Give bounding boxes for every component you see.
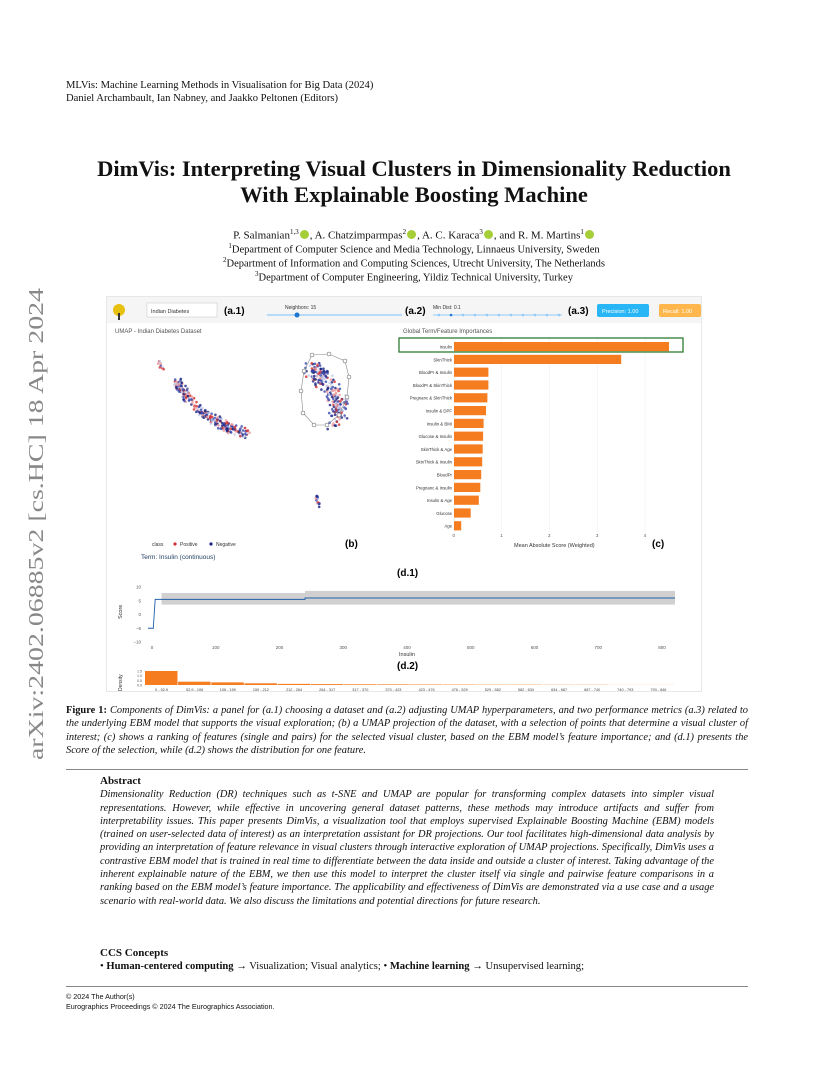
mindist-slider-step[interactable]: [558, 314, 561, 317]
umap-point: [326, 391, 329, 394]
umap-point: [323, 390, 326, 393]
umap-point: [230, 431, 233, 434]
fi-bar[interactable]: [454, 444, 483, 453]
footer-divider: [66, 986, 748, 987]
umap-point: [305, 375, 308, 378]
fi-bar[interactable]: [454, 496, 479, 505]
fi-category-label: Insulin & DPF: [425, 408, 452, 414]
author-3: , A. C. Karaca: [417, 229, 480, 242]
umap-point: [320, 379, 323, 382]
density-bin-label: 423 - 476: [418, 688, 435, 692]
umap-point: [216, 416, 219, 419]
aff-text: Department of Computer Science and Media Technology, Linnaeus University, Sweden: [231, 244, 600, 256]
umap-point: [226, 424, 229, 427]
mindist-slider-step[interactable]: [510, 314, 513, 317]
copyright-line: © 2024 The Author(s): [66, 992, 135, 1001]
umap-point: [213, 419, 216, 422]
score-ytick: 10: [135, 584, 141, 590]
orcid-icon[interactable]: [300, 230, 309, 239]
umap-point: [234, 426, 237, 429]
density-ytick: 1.5: [137, 669, 142, 674]
umap-point: [245, 430, 248, 433]
fi-bar[interactable]: [454, 508, 471, 517]
score-xtick: 400: [403, 645, 411, 650]
umap-point: [240, 425, 243, 428]
umap-point: [244, 427, 247, 430]
umap-point: [324, 375, 327, 378]
author-3-sup: 3: [479, 228, 483, 236]
density-bar[interactable]: [178, 682, 211, 685]
ccs-concepts: • Human-centered computing → Visualization; Visual analytics; • Machine learning → Unsupervised learning;: [100, 961, 585, 972]
umap-point: [190, 398, 193, 401]
fi-bar[interactable]: [454, 457, 482, 466]
umap-point: [185, 397, 188, 400]
density-bar[interactable]: [311, 684, 344, 685]
density-bar[interactable]: [211, 682, 244, 685]
fi-bar[interactable]: [454, 380, 488, 389]
umap-point: [338, 423, 341, 426]
ccs-concept-2: Machine learning: [389, 961, 470, 972]
label-c: (c): [652, 539, 665, 550]
umap-point: [202, 414, 205, 417]
fi-bar[interactable]: [454, 419, 484, 428]
umap-point: [316, 364, 319, 367]
umap-point: [331, 401, 334, 404]
umap-point: [225, 419, 228, 422]
umap-point: [207, 412, 210, 415]
mindist-slider-step[interactable]: [486, 314, 489, 317]
umap-point: [328, 399, 331, 402]
umap-point: [315, 386, 318, 389]
umap-point: [330, 393, 333, 396]
umap-point: [326, 428, 329, 431]
umap-point: [248, 431, 251, 434]
umap-point: [175, 386, 178, 389]
recall-text: Recall: 1.00: [663, 309, 693, 315]
ccs-heading: CCS Concepts: [100, 947, 169, 959]
legend-negative: Negative: [216, 542, 236, 548]
fi-xtick: 4: [643, 533, 647, 538]
density-ylabel: Density: [118, 674, 124, 691]
score-ytick: −5: [135, 625, 141, 631]
fi-category-label: BloodPr & SkinThick: [412, 382, 452, 388]
umap-point: [180, 378, 183, 381]
mindist-label: Min Dist: 0.1: [433, 305, 461, 311]
umap-point: [174, 378, 177, 381]
umap-point: [338, 418, 341, 421]
fi-xtick: 3: [595, 533, 599, 538]
legend-class: class: [152, 542, 164, 548]
score-xtick: 800: [658, 645, 666, 650]
umap-point: [178, 383, 181, 386]
density-bin-label: 582 - 634: [517, 688, 534, 692]
density-bin-label: 159 - 212: [252, 688, 269, 692]
fi-xlabel: Mean Absolute Score (Weighted): [514, 543, 595, 549]
precision-text: Precision: 1.00: [602, 309, 639, 315]
umap-point: [193, 397, 196, 400]
umap-point: [337, 406, 340, 409]
fi-category-label: SkinThick & Age: [420, 446, 452, 452]
umap-point: [216, 419, 219, 422]
umap-point: [323, 378, 326, 381]
fi-bar[interactable]: [454, 483, 480, 492]
umap-point: [332, 410, 335, 413]
umap-point: [211, 416, 214, 419]
umap-point: [233, 433, 236, 436]
aff-sup: 3: [255, 270, 259, 278]
density-bin-label: 0 - 52.9: [155, 688, 169, 692]
umap-point: [214, 414, 217, 417]
umap-point: [326, 385, 329, 388]
umap-point: [330, 415, 333, 418]
aff-text: Department of Computer Engineering, Yildiz Technical University, Turkey: [258, 272, 573, 284]
arxiv-identifier: [12, 286, 52, 762]
umap-point: [313, 375, 316, 378]
density-bin-label: 793 - 846: [650, 688, 667, 692]
neighbors-slider-handle[interactable]: [295, 313, 300, 318]
editors-line: Daniel Archambault, Ian Nabney, and Jaakko Peltonen (Editors): [66, 93, 339, 104]
abstract-section: [100, 775, 714, 908]
umap-point: [312, 370, 315, 373]
label-b: (b): [345, 539, 358, 550]
fi-category-label: BloodPr & Insulin: [419, 370, 452, 376]
umap-point: [336, 421, 339, 424]
umap-point: [332, 379, 335, 382]
umap-point: [334, 404, 337, 407]
arxiv-id-text: arXiv:2402.06885v2 [cs.HC] 18 Apr 2024: [24, 395, 48, 760]
orcid-icon[interactable]: [484, 230, 493, 239]
umap-point: [338, 383, 341, 386]
author-4: , and R. M. Martins: [493, 229, 581, 242]
umap-point: [217, 427, 220, 430]
umap-point: [210, 412, 213, 415]
umap-point: [317, 381, 320, 384]
umap-point: [315, 368, 318, 371]
fi-category-label: Pregnanc & SkinThick: [409, 395, 452, 401]
umap-point: [222, 422, 225, 425]
umap-point: [319, 374, 322, 377]
score-xtick: 200: [275, 645, 284, 650]
umap-point: [332, 397, 335, 400]
figure-caption: [66, 704, 748, 757]
mindist-slider-step[interactable]: [534, 314, 537, 317]
fi-category-label: Insulin & Age: [426, 498, 452, 504]
author-1: P. Salmanian: [233, 229, 290, 242]
abstract-heading: Abstract: [100, 775, 141, 787]
umap-point: [318, 506, 321, 509]
umap-point: [184, 391, 187, 394]
umap-point: [196, 410, 199, 413]
score-ytick: 5: [138, 598, 141, 604]
fi-xtick: 0: [452, 533, 456, 538]
proceedings-line: Eurographics Proceedings © 2024 The Eurographics Association.: [66, 1002, 275, 1011]
umap-point: [242, 429, 245, 432]
umap-point: [188, 392, 191, 395]
paper-title: [60, 156, 768, 208]
umap-point: [308, 374, 311, 377]
fi-bar[interactable]: [454, 470, 481, 479]
legend-positive-marker: [173, 542, 176, 545]
fi-bar[interactable]: [454, 521, 461, 530]
umap-point: [321, 383, 324, 386]
fi-category-label: SkinThick & Insulin: [415, 459, 452, 465]
umap-point: [338, 394, 341, 397]
density-bin-label: 264 - 317: [319, 688, 336, 692]
score-xtick: 500: [466, 645, 475, 650]
umap-point: [309, 365, 312, 368]
fi-bar[interactable]: [454, 393, 487, 402]
umap-point: [320, 368, 323, 371]
mindist-slider-step[interactable]: [546, 314, 549, 317]
umap-point: [318, 503, 321, 506]
umap-point: [239, 427, 242, 430]
umap-point: [305, 362, 308, 365]
fi-category-label: Age: [444, 523, 452, 529]
umap-point: [332, 422, 335, 425]
umap-point: [322, 367, 325, 370]
author-4-sup: 1: [580, 228, 584, 236]
umap-point: [315, 495, 318, 498]
author-2-sup: 2: [402, 228, 407, 236]
umap-point: [184, 385, 187, 388]
title-line-2: With Explainable Boosting Machine: [240, 182, 588, 207]
umap-point: [188, 399, 191, 402]
umap-point: [195, 401, 198, 404]
ccs-section: [100, 946, 714, 974]
umap-point: [220, 418, 223, 421]
density-bar[interactable]: [244, 683, 277, 685]
umap-point: [343, 414, 346, 417]
umap-point: [217, 424, 220, 427]
umap-point: [176, 381, 179, 384]
umap-point: [162, 368, 165, 371]
density-bar[interactable]: [410, 685, 443, 686]
label-d1: (d.1): [397, 568, 419, 579]
umap-point: [200, 409, 203, 412]
score-xtick: 0: [150, 645, 154, 650]
density-bin-label: 52.9 - 106: [186, 688, 204, 692]
umap-title: UMAP - Indian Diabetes Dataset: [115, 329, 202, 335]
umap-point: [314, 363, 317, 366]
density-bar[interactable]: [344, 684, 377, 685]
umap-point: [159, 366, 162, 369]
umap-point: [330, 387, 333, 390]
umap-point: [329, 404, 332, 407]
ccs-concept-1: Human-centered computing: [106, 961, 234, 972]
fi-title: Global Term/Feature Importances: [403, 329, 493, 335]
density-bin-label: 529 - 582: [484, 688, 501, 692]
fi-category-label: SkinThick: [433, 357, 452, 363]
umap-point: [183, 400, 186, 403]
neighbors-label: Neighbors: 15: [285, 305, 317, 311]
density-bin-label: 212 - 264: [286, 688, 303, 692]
fi-bar[interactable]: [454, 368, 488, 377]
density-bar[interactable]: [377, 684, 410, 685]
umap-point: [341, 416, 344, 419]
umap-point: [222, 429, 225, 432]
density-bin-label: 370 - 423: [385, 688, 402, 692]
label-a2: (a.2): [405, 306, 426, 317]
umap-point: [225, 428, 228, 431]
density-bar[interactable]: [278, 684, 311, 685]
score-ylabel: Score: [118, 604, 124, 619]
umap-point: [230, 423, 233, 426]
umap-point: [334, 413, 337, 416]
umap-point: [158, 360, 161, 363]
umap-point: [204, 410, 207, 413]
abstract-body: Dimensionality Reduction (DR) techniques such as t-SNE and UMAP are popular for transforming complex datasets into simpler visual representations. However, while effective in uncovering general dataset patterns, these methods may introduce artifacts and suffer from interpretability issues. This paper presents DimVis, a visualization tool that employs supervised Explainable Boosting Machine (EBM) models (trained on user-selected data of interest) as an interpretation assistant for DR projections. Our tool facilitates high-dimensional data analysis by providing an interpretation of feature relevance in visual clusters through interactive exploration of UMAP projections. Specifically, DimVis uses a contrastive EBM model that is trained in real time to differentiate between the data inside and outside a cluster of interest. Taking advantage of the inherent explainable nature of the EBM, we then use this model to interpret the cluster itself via single and pairwise feature comparisons in a ranking based on the EBM model’s feature importance. The applicability and effectiveness of DimVis are demonstrated via a use case and a usage scenario with real-world data. We also discuss the limitations and potential directions for future research.: [100, 789, 714, 907]
label-d2: (d.2): [397, 661, 419, 672]
umap-point: [345, 407, 348, 410]
umap-point: [325, 380, 328, 383]
umap-point: [346, 402, 349, 405]
mindist-slider-step[interactable]: [438, 314, 441, 317]
umap-point: [313, 377, 316, 380]
umap-point: [181, 382, 184, 385]
fi-xtick: 1: [500, 533, 503, 538]
umap-point: [233, 428, 236, 431]
umap-point: [339, 407, 342, 410]
umap-point: [194, 406, 197, 409]
density-bin-label: 687 - 740: [584, 688, 601, 692]
density-bin-label: 740 - 793: [617, 688, 634, 692]
mindist-slider-step[interactable]: [498, 314, 501, 317]
mindist-slider-step[interactable]: [522, 314, 525, 317]
fi-bar[interactable]: [454, 432, 483, 441]
fi-category-label: Glucose: [436, 510, 452, 516]
umap-point: [178, 390, 181, 393]
density-bar[interactable]: [145, 671, 178, 685]
insulin-xlabel: Insulin: [399, 652, 415, 658]
label-a1: (a.1): [224, 306, 245, 317]
umap-point: [314, 382, 317, 385]
umap-point: [214, 423, 217, 426]
umap-point: [331, 374, 334, 377]
fi-xtick: 2: [548, 533, 551, 538]
feature-importance-chart: [410, 337, 669, 538]
affiliation-3: [60, 268, 768, 285]
umap-point: [209, 417, 212, 420]
umap-point: [206, 416, 209, 419]
aff-text: Department of Information and Computing Sciences, Utrecht University, The Netherlands: [226, 258, 605, 270]
fi-category-label: Pregnanc & Insulin: [415, 485, 452, 491]
footer: [66, 992, 275, 1012]
fi-bar[interactable]: [454, 406, 486, 415]
umap-point: [210, 422, 213, 425]
title-line-1: DimVis: Interpreting Visual Clusters in Dimensionality Reduction: [97, 156, 731, 181]
divider: [66, 769, 748, 770]
caption-label: Figure 1:: [66, 705, 107, 716]
score-ytick: 0: [138, 612, 141, 617]
umap-point: [319, 364, 322, 367]
score-xtick: 100: [211, 645, 220, 650]
umap-point: [322, 370, 325, 373]
score-xtick: 700: [594, 645, 603, 650]
umap-point: [339, 400, 342, 403]
umap-point: [238, 431, 241, 434]
umap-point: [320, 388, 323, 391]
umap-point: [335, 392, 338, 395]
umap-scatter[interactable]: [157, 360, 349, 508]
score-xtick: 300: [339, 645, 348, 650]
mindist-slider-step[interactable]: [450, 314, 453, 317]
fi-category-label: BloodPr: [436, 472, 452, 478]
label-a3: (a.3): [568, 306, 589, 317]
journal-header: MLVis: Machine Learning Methods in Visualisation for Big Data (2024): [66, 80, 374, 91]
umap-point: [337, 396, 340, 399]
legend-negative-marker: [209, 542, 212, 545]
score-ytick: −10: [133, 639, 141, 645]
umap-point: [319, 377, 322, 380]
ccs-concept-2-rest: → Unsupervised learning;: [469, 961, 585, 972]
legend-positive: Positive: [180, 542, 198, 548]
author-2: , A. Chatzimparmpas: [309, 229, 403, 242]
umap-point: [230, 427, 233, 430]
fi-category-label: Insulin: [439, 344, 452, 350]
umap-point: [191, 401, 194, 404]
umap-point: [328, 412, 331, 415]
density-bin-label: 317 - 370: [352, 688, 369, 692]
mindist-slider-step[interactable]: [462, 314, 465, 317]
umap-point: [198, 405, 201, 408]
umap-point: [318, 372, 321, 375]
density-ytick: 0.5: [137, 678, 142, 683]
umap-point: [330, 378, 333, 381]
fi-bar[interactable]: [454, 355, 621, 364]
umap-point: [239, 435, 242, 438]
mindist-slider-step[interactable]: [474, 314, 477, 317]
umap-point: [328, 393, 331, 396]
umap-point: [191, 395, 194, 398]
figure-1: [106, 296, 702, 692]
fi-category-label: Glucose & Insulin: [418, 434, 452, 440]
caption-text: Components of DimVis: a panel for (a.1) choosing a dataset and (a.2) adjusting UMAP hyperparameters, and two performance metrics (a.3) related to the underlying EBM model that supports the visual exploration; (b) a UMAP projection of the dataset, with a selection of points that determine a visual cluster of interest; (c) shows a ranking of features (single and pairs) for the selected visual cluster, based on the EBM model’s feature importance; and (d.1) presents the Score of the selection, while (d.2) shows the distribution for one feature.: [66, 705, 748, 756]
aff-sup: 1: [228, 242, 232, 250]
density-bin-label: 106 - 159: [219, 688, 236, 692]
umap-point: [211, 419, 214, 422]
fi-category-label: Insulin & BMI: [426, 421, 452, 427]
orcid-icon[interactable]: [407, 230, 416, 239]
density-bin-label: 634 - 687: [551, 688, 568, 692]
umap-point: [331, 381, 334, 384]
ccs-concept-1-rest: → Visualization; Visual analytics;: [233, 961, 384, 972]
score-plot: [133, 585, 675, 651]
density-bin-label: 476 - 529: [451, 688, 468, 692]
author-1-sup: 1,3: [289, 228, 299, 236]
aff-sup: 2: [223, 256, 227, 264]
term-label: Term: Insulin (continuous): [141, 554, 216, 561]
umap-point: [335, 409, 338, 412]
umap-point: [326, 370, 329, 373]
umap-point: [339, 388, 342, 391]
score-xtick: 600: [530, 645, 539, 650]
orcid-icon[interactable]: [585, 230, 594, 239]
umap-point: [310, 362, 313, 365]
density-ytick: 1.0: [137, 674, 142, 679]
density-ytick: 0.0: [137, 683, 142, 688]
umap-point: [243, 435, 246, 438]
umap-point: [334, 389, 337, 392]
umap-point: [334, 387, 337, 390]
umap-point: [316, 374, 319, 377]
density-plot: [137, 670, 674, 693]
umap-point: [157, 363, 160, 366]
dataset-select-value: Indian Diabetes: [151, 309, 190, 315]
fi-bar[interactable]: [454, 342, 669, 351]
umap-point: [160, 362, 163, 365]
umap-point: [328, 382, 331, 385]
